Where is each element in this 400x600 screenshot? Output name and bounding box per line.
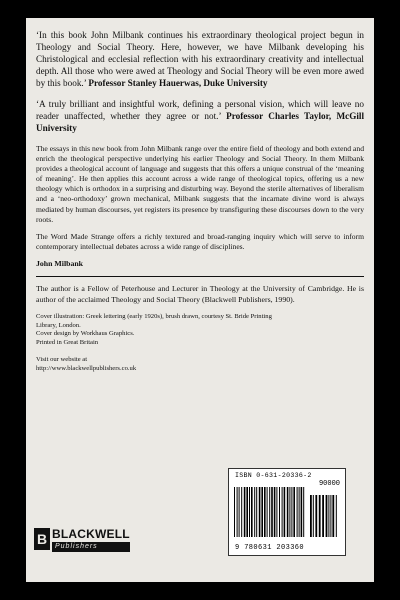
barcode-bar xyxy=(297,487,298,537)
barcode-bar xyxy=(299,487,300,537)
publisher-sub: Publishers xyxy=(52,542,130,552)
review-quote-1 xyxy=(36,30,364,90)
review-quote-1-attribution: Professor Stanley Hauerwas, Duke University xyxy=(88,77,268,88)
barcode-bar xyxy=(284,487,286,537)
barcode-bar xyxy=(289,487,290,537)
website-label: Visit our website at xyxy=(36,356,88,364)
barcode-supplement-bar xyxy=(313,495,314,537)
barcode-bar xyxy=(269,487,270,537)
barcode-label xyxy=(228,468,346,556)
barcode-bar xyxy=(291,487,292,537)
barcode-supplement-bar xyxy=(328,495,329,537)
barcode-bar xyxy=(259,487,261,537)
barcode-supplement-bar xyxy=(319,495,321,537)
ean-number: 9 780631 203360 xyxy=(235,544,305,552)
barcode-supplement-bar xyxy=(322,495,324,537)
barcode-bar xyxy=(261,487,263,537)
credit-line-1: Cover illustration: Greek lettering (early 1920s), brush drawn, courtesy St. Bride Printing xyxy=(36,313,272,321)
barcode-bar xyxy=(282,487,283,537)
barcode-supplement-bar xyxy=(310,495,312,537)
barcode-bar xyxy=(287,487,289,537)
description-paragraph-2: The Word Made Strange offers a richly textured and broad-ranging inquiry which will serve to inform contemporary intellectual debates across a wide range of disciplines. xyxy=(36,232,364,252)
isbn-text: ISBN 0-631-20336-2 xyxy=(235,472,312,479)
website-note xyxy=(36,356,364,373)
barcode-bar xyxy=(256,487,257,537)
barcode-bar xyxy=(264,487,266,537)
barcode-bar xyxy=(303,487,304,537)
barcode-bar xyxy=(254,487,255,537)
barcode-bar xyxy=(251,487,253,537)
description-paragraph-1: The essays in this new book from John Milbank range over the entire field of theology and both extend and enrich the theological perspective underlying his earlier Theology and Social Theory. In them Milbank provides a theological account of language and suggests that this offers a unique construal of the ‘meaning of meaning’. He then applies this account across a wide range of theological topics, offering us a new theology which is orthodox in a surprising and disturbing way. Beyond the sterile alternatives of liberalism and a ‘neo-orthodoxy’ grown mechanical, Milbank suggests that the incarnate divine word is always mediated by human discourses, yet registers its presence by transfiguring these discourses down to the very roots. xyxy=(36,143,364,224)
review-quote-2-attribution: Professor Charles Taylor, McGill University xyxy=(36,110,365,133)
barcode-bar xyxy=(244,487,246,537)
publisher-name: BLACKWELL xyxy=(52,527,130,541)
barcode-supplement-bar xyxy=(336,495,337,537)
barcode-supplement-bar xyxy=(330,495,331,537)
barcode-bars xyxy=(234,487,340,545)
review-quote-1-text: ‘In this book John Milbank continues his extraordinary theological project begun in Theology and Social Theory. Here, however, we have Milbank developing his Christological and ecclesial reflection with his extraordinary creativity and intellectual depth. All those who were awed at Theology and Social Theory will be even more awed by this book.’ xyxy=(36,30,364,88)
barcode-supplement-bar xyxy=(332,495,334,537)
website-url[interactable]: http://www.blackwellpublishers.co.uk xyxy=(36,365,137,373)
publisher-mark: B xyxy=(34,528,50,550)
barcode-supplement-bar xyxy=(315,495,317,537)
barcode-bar xyxy=(239,487,240,537)
barcode-bar xyxy=(267,487,268,537)
barcode-bar xyxy=(279,487,280,537)
barcode-supplement-bar xyxy=(326,495,328,537)
publisher-logo xyxy=(34,528,130,552)
barcode-bar xyxy=(274,487,276,537)
barcode-bar xyxy=(237,487,238,537)
review-quote-2 xyxy=(36,99,364,135)
barcode-bar xyxy=(246,487,248,537)
divider xyxy=(36,276,364,277)
barcode-bar xyxy=(301,487,303,537)
barcode-bar xyxy=(241,487,242,537)
credit-line-3: Cover design by Workhaus Graphics. xyxy=(36,330,135,338)
publisher-wordmark xyxy=(52,528,130,552)
barcode-supplement: 90000 xyxy=(318,480,340,488)
cover-credits xyxy=(36,313,364,347)
barcode-bar xyxy=(293,487,295,537)
credit-line-2: Library, London. xyxy=(36,321,81,329)
barcode-bar xyxy=(276,487,277,537)
author-name: John Milbank xyxy=(36,259,84,269)
barcode-bar xyxy=(249,487,250,537)
barcode-bar xyxy=(271,487,273,537)
barcode-bar xyxy=(234,487,235,537)
credit-line-4: Printed in Great Britain xyxy=(36,338,99,346)
author-bio: The author is a Fellow of Peterhouse and Lecturer in Theology at the University of Cambridge. He is author of the acclaimed Theology and Social Theory (Blackwell Publishers, 1990). xyxy=(36,284,364,304)
review-quote-2-text: ‘A truly brilliant and insightful work, defining a personal vision, which will leave no reader unaffected, whether they agree or not.’ xyxy=(36,98,364,121)
